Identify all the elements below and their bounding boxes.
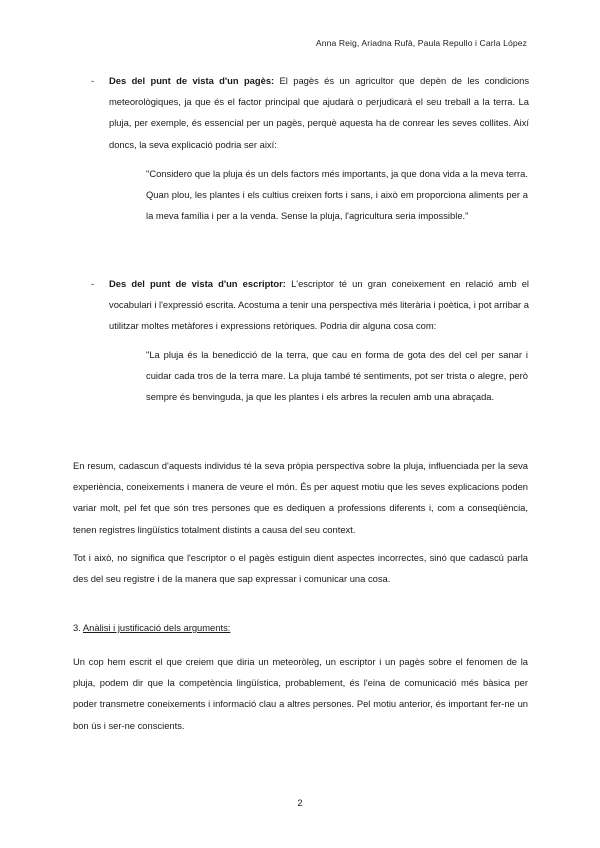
paragraph-summary: En resum, cadascun d'aquests individus té la seva pròpia perspectiva sobre la pluja, influenciada per la seva experiència, coneixements i manera de veure el món. És per aquest motiu que les seves explicacions poden variar molt, pel fet que són tres persones que es dediquen a professions diferents i, com a conseqüència, tenen registres lingüístics totalment distints a causa del seu context. [73, 460, 528, 535]
quote-farmer: "Considero que la pluja és un dels factors més importants, ja que dona vida a la meva terra. Quan plou, les plantes i els cultius creixen forts i sans, i això em proporciona aliments per a la meva família i per a la venda. Sense la pluja, l'agricultura seria impossible." [146, 168, 528, 222]
bullet-marker: - [91, 278, 95, 289]
paragraph-section-3: Un cop hem escrit el que creiem que diria un meteoròleg, un escriptor i un pagès sobre el fenomen de la pluja, podem dir que la competència lingüística, probablement, és l'eina de comunicació més bàsica per poder transmetre coneixements i informació clau a altres persones. Pel motiu anterior, és important fer-ne un bon ús i ser-ne conscients. [73, 656, 528, 731]
bullet-item-farmer [73, 70, 529, 155]
section-title: Anàlisi i justificació dels arguments: [82, 622, 231, 633]
page-number: 2 [297, 797, 303, 808]
bullet-body: El pagès és un agricultor que depèn de les condicions meteorològiques, ja que és el factor principal que ajudarà o perjudicarà el seu treball a la terra. La pluja, per exemple, és essencial per un pagès, perquè aquesta ha de conrear les seves collites. Així doncs, la seva explicació podria ser així: [109, 75, 530, 150]
section-heading [73, 619, 230, 637]
quote-writer: "La pluja és la benedicció de la terra, que cau en forma de gota des del cel per sanar i cuidar cada tros de la terra mare. La pluja també té sentiments, pot ser trista o alegre, però sempre és benvinguda, ja que les plantes i els arbres la reculen amb una abraçada. [146, 349, 528, 403]
bullet-text [109, 70, 529, 155]
bullet-text [109, 273, 529, 337]
bullet-item-writer [73, 273, 529, 337]
paragraph-conclusion: Tot i això, no significa que l'escriptor o el pagès estiguin dient aspectes incorrectes, sinó que cadascú parla des del seu registre i de la manera que sap expressar i comunicar una cosa. [73, 552, 528, 585]
bullet-label: Des del punt de vista d'un escriptor: [109, 278, 286, 289]
page-header-authors: Anna Reig, Ariadna Rufà, Paula Repullo i Carla López [315, 38, 527, 48]
section-number: 3. [73, 622, 81, 633]
bullet-label: Des del punt de vista d'un pagès: [109, 75, 275, 86]
bullet-body: L'escriptor té un gran coneixement en relació amb el vocabulari i l'expressió escrita. Acostuma a tenir una perspectiva més literària i poètica, i pot arribar a utilitzar moltes metàfores i expressions retòriques. Podria dir alguna cosa com: [109, 278, 529, 332]
bullet-marker: - [91, 75, 95, 86]
